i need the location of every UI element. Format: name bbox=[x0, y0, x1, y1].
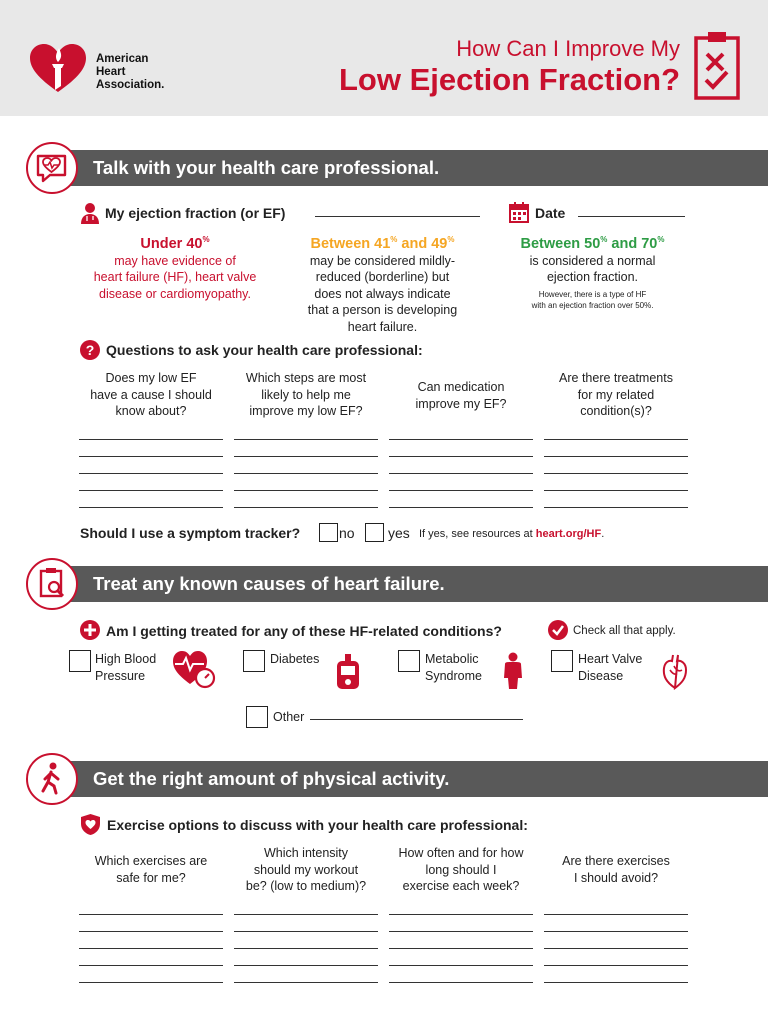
brand-name: American Heart Association. bbox=[96, 53, 165, 91]
question-1: Does my low EF have a cause I should know about? bbox=[90, 371, 212, 418]
check-icon bbox=[548, 620, 568, 640]
exercise-question-1: Which exercises are safe for me? bbox=[94, 854, 208, 885]
glucose-meter-icon bbox=[336, 654, 360, 690]
page-title: Low Ejection Fraction? bbox=[338, 62, 680, 97]
ef-label: My ejection fraction (or EF) bbox=[105, 205, 286, 221]
high-blood-pressure-label: High Blood Pressure bbox=[95, 652, 157, 683]
tracker-no-checkbox[interactable] bbox=[319, 523, 338, 542]
tracker-label: Should I use a symptom tracker? bbox=[80, 525, 301, 541]
metabolic-syndrome-label: Metabolic Syndrome bbox=[425, 652, 482, 683]
diabetes-checkbox[interactable] bbox=[243, 650, 265, 672]
check-all-note: Check all that apply. bbox=[573, 625, 676, 637]
section-3-title: Get the right amount of physical activity. bbox=[93, 768, 450, 789]
heart-valve-disease-label: Heart Valve Disease bbox=[578, 652, 643, 683]
diabetes-label: Diabetes bbox=[270, 652, 320, 666]
section-2-title: Treat any known causes of heart failure. bbox=[93, 573, 445, 594]
calendar-icon bbox=[509, 202, 529, 223]
tracker-no-label: no bbox=[339, 525, 355, 541]
other-label: Other bbox=[273, 710, 305, 724]
tracker-yes-label: yes bbox=[388, 525, 410, 541]
section-3-bar bbox=[66, 761, 768, 797]
section-1-bar bbox=[66, 150, 768, 186]
doctor-icon bbox=[80, 202, 100, 224]
high-blood-pressure-checkbox[interactable] bbox=[69, 650, 91, 672]
heart-valve-icon bbox=[661, 652, 689, 690]
person-icon bbox=[502, 652, 524, 690]
heart-org-link[interactable]: heart.org/HF bbox=[535, 528, 602, 540]
svg-text:?: ? bbox=[85, 342, 95, 358]
question-icon bbox=[80, 340, 100, 360]
question-3: Can medication improve my EF? bbox=[415, 380, 507, 411]
title-line-1: How Can I Improve My bbox=[456, 36, 680, 61]
question-4: Are there treatments for my related condition(s)? bbox=[559, 371, 673, 418]
question-2: Which steps are most likely to help me improve my low EF? bbox=[245, 371, 367, 418]
ef-range-41-49: Between 41% and 49% may be considered mildly- reduced (borderline) but does not always indicate that a person is developing heart failure. bbox=[307, 235, 458, 334]
chat-heart-icon bbox=[26, 142, 78, 194]
heart-valve-disease-checkbox[interactable] bbox=[551, 650, 573, 672]
exercise-question-4: Are there exercises I should avoid? bbox=[562, 854, 670, 885]
exercise-question-2: Which intensity should my workout be? (low to medium)? bbox=[245, 846, 367, 893]
ef-range-50-70: Between 50% and 70% is considered a normal ejection fraction. However, there is a type of HF with an ejection fraction over 50%. bbox=[520, 235, 665, 310]
ef-input-line[interactable] bbox=[315, 216, 480, 217]
metabolic-syndrome-checkbox[interactable] bbox=[398, 650, 420, 672]
plus-icon bbox=[80, 620, 100, 640]
conditions-question: Am I getting treated for any of these HF-related conditions? bbox=[106, 623, 502, 639]
date-label: Date bbox=[535, 205, 566, 221]
other-input-line[interactable] bbox=[310, 719, 523, 720]
date-input-line[interactable] bbox=[578, 216, 685, 217]
clipboard-check-icon bbox=[694, 30, 740, 100]
walking-icon bbox=[26, 753, 78, 805]
heart-torch-logo-icon bbox=[28, 42, 88, 94]
exercise-question-3: How often and for how long should I exercise each week? bbox=[398, 846, 524, 893]
exercise-options-label: Exercise options to discuss with your health care professional: bbox=[107, 817, 528, 833]
questions-label: Questions to ask your health care professional: bbox=[106, 342, 423, 358]
clipboard-search-icon bbox=[26, 558, 78, 610]
section-1-title: Talk with your health care professional. bbox=[93, 157, 440, 178]
section-2-bar bbox=[66, 566, 768, 602]
tracker-note: If yes, see resources at heart.org/HF. bbox=[419, 528, 605, 540]
shield-heart-icon bbox=[80, 813, 101, 836]
ef-range-under-40: Under 40% may have evidence of heart failure (HF), heart valve disease or cardiomyopathy. bbox=[93, 235, 257, 301]
tracker-yes-checkbox[interactable] bbox=[365, 523, 384, 542]
other-checkbox[interactable] bbox=[246, 706, 268, 728]
page-header bbox=[0, 0, 768, 116]
blood-pressure-icon bbox=[172, 650, 216, 690]
